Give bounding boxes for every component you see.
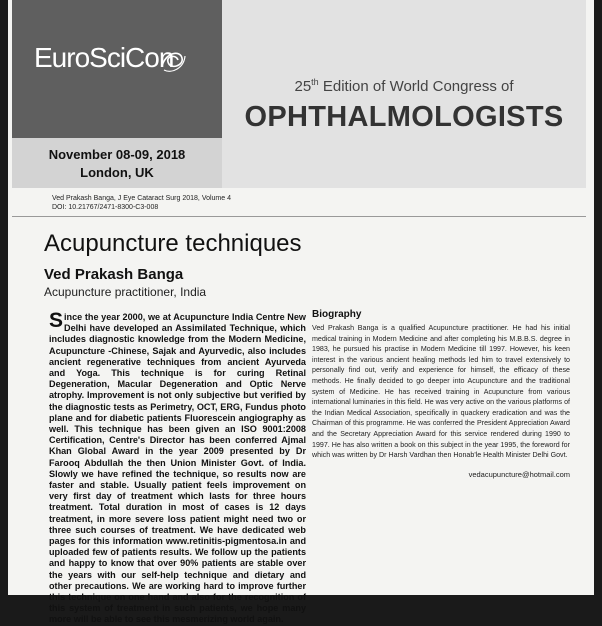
event-location: London, UK — [80, 165, 154, 180]
edition-number: 25 — [294, 78, 312, 95]
citation-line-1: Ved Prakash Banga, J Eye Cataract Surg 2018, Volume 4 — [52, 195, 231, 202]
biography-heading: Biography — [312, 309, 362, 320]
edition-text: Edition of World Congress of — [318, 78, 514, 95]
abstract-text — [49, 309, 306, 626]
citation — [52, 194, 231, 212]
edition-line — [222, 77, 586, 95]
divider — [12, 216, 586, 217]
author-email: vedacupuncture@hotmail.com — [468, 470, 570, 479]
abstract-body: ince the year 2000, we at Acupuncture India Centre New Delhi have developed an Assimilated Technique, which includes diagnostic knowledge from the Modern Medicine, Acupuncture -Chinese, Sajak and Ayurvedic, also includes ancient regenerative techniques from ancient Ayurveda and Yoga. This technique is for curing Retinal Degeneration, Macular Degeneration and Optic Nerve atrophy. Improvement is not only subjective but verified by the diagnostic tests as Perimetry, OCT, ERG, Fundus photo plane and for diabetic patients Fluorescein angiography as well. This technique has been given an ISO 9001:2008 Certification, Centre's Director has been conferred Ajmal Khan Global Award in the year 2009 presented by Dr Farooq Abdullah the then Union Minister Govt. of India. Slowly we have refined the technique, so results now are faster and stable. Usually patient feels improvement on very first day of treatment which lasts for three hours treatment. Total duration in most of cases is 12 days treatment, in more severe loss patient might need two or three such courses of treatment. We have dedicated web pages for this information www.retinitis-pigmentosa.in and uploaded few of patients results. We follow up the patients and happy to know that over 90% patients are stable over the years with our self-help technique and dietary and other precautions. We are working hard to improve further this technique on one hand and also for the recognition of this system of treatment in such patients, we hope many more will be able to see this mesmerizing world again. — [49, 312, 306, 625]
biography-text: Ved Prakash Banga is a qualified Acupuncture practitioner. He had his initial medical training in Modern Medicine and after completing his M.B.B.S. degree in 1983, he pursued his practise in Modern Medicine till 1997. However, his keen interest in the various ancient healing methods led him to travel extensively to personally find out, verify and experience for himself, the efficacy of these methods. He finally decided to go deeper into Acupuncture and the traditional system of Medicine. He has received training in Acupuncture from various international luminaries in this field. He was very active on the various platforms of the Indian Medical Association, specifically in quackery eradication and was the Chairman of this programme. He was conferred the President Appreciation Award and the Secretary Appreciation Award for this service rendered during 1990 to 1997. He has also written a book on this subject in the year 1995, the foreword for which was written by Dr Harsh Vardhan then Honab'le Health Minister Delhi Govt. — [312, 324, 570, 460]
logo-swirl-icon — [158, 46, 188, 76]
event-date: November 08-09, 2018 — [48, 147, 186, 162]
congress-title: OPHTHALMOLOGISTS — [244, 101, 564, 133]
author-name: Ved Prakash Banga — [44, 266, 184, 283]
article-title: Acupuncture techniques — [44, 230, 302, 257]
edition-suffix: th — [311, 77, 319, 87]
citation-doi: DOI: 10.21767/2471-8300-C3-008 — [52, 204, 159, 211]
author-affiliation: Acupuncture practitioner, India — [44, 285, 207, 299]
logo-text: EuroSciCon — [34, 42, 174, 73]
drop-cap: S — [49, 309, 64, 332]
